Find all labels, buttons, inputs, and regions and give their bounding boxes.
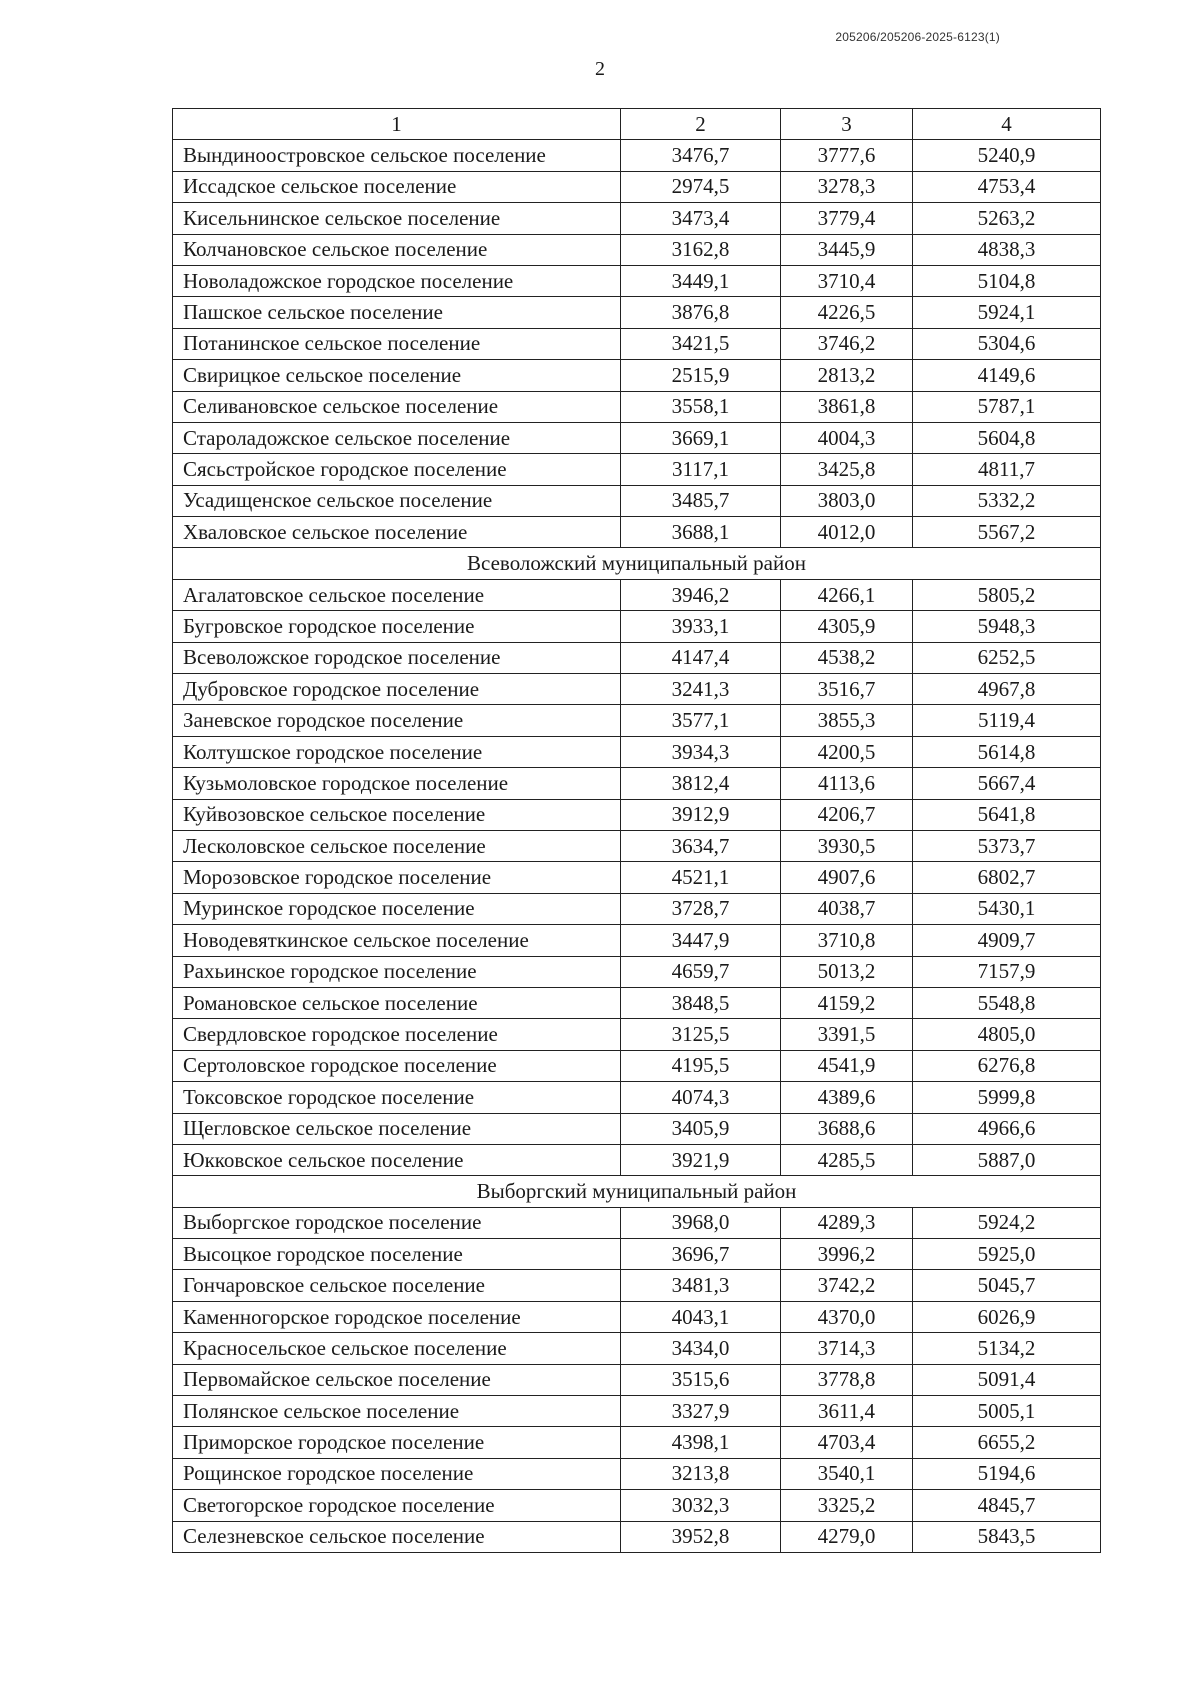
value-cell-col4: 5194,6	[913, 1458, 1101, 1489]
value-cell-col2: 3921,9	[621, 1144, 781, 1175]
value-cell-col2: 3162,8	[621, 234, 781, 265]
table-row	[173, 1050, 1101, 1081]
value-cell-col4: 5119,4	[913, 705, 1101, 736]
value-cell-col2: 3476,7	[621, 140, 781, 171]
value-cell-col2: 4195,5	[621, 1050, 781, 1081]
settlement-name-cell: Вындиноостровское сельское поселение	[173, 140, 621, 171]
value-cell-col2: 3688,1	[621, 517, 781, 548]
value-cell-col2: 3481,3	[621, 1270, 781, 1301]
value-cell-col2: 3405,9	[621, 1113, 781, 1144]
table-row	[173, 1207, 1101, 1238]
value-cell-col3: 4285,5	[781, 1144, 913, 1175]
value-cell-col3: 4538,2	[781, 642, 913, 673]
value-cell-col3: 3710,4	[781, 265, 913, 296]
value-cell-col2: 3421,5	[621, 328, 781, 359]
settlement-name-cell: Светогорское городское поселение	[173, 1490, 621, 1521]
value-cell-col4: 5430,1	[913, 893, 1101, 924]
value-cell-col4: 5787,1	[913, 391, 1101, 422]
settlement-name-cell: Селивановское сельское поселение	[173, 391, 621, 422]
settlement-name-cell: Всеволожское городское поселение	[173, 642, 621, 673]
value-cell-col3: 3855,3	[781, 705, 913, 736]
column-number-row	[173, 109, 1101, 140]
value-cell-col4: 5614,8	[913, 736, 1101, 767]
settlement-name-cell: Селезневское сельское поселение	[173, 1521, 621, 1552]
settlement-name-cell: Морозовское городское поселение	[173, 862, 621, 893]
value-cell-col3: 3540,1	[781, 1458, 913, 1489]
column-header: 2	[621, 109, 781, 140]
value-cell-col4: 6802,7	[913, 862, 1101, 893]
value-cell-col2: 3952,8	[621, 1521, 781, 1552]
table-row	[173, 1427, 1101, 1458]
table-row	[173, 360, 1101, 391]
settlement-name-cell: Щегловское сельское поселение	[173, 1113, 621, 1144]
value-cell-col2: 3032,3	[621, 1490, 781, 1521]
value-cell-col2: 3912,9	[621, 799, 781, 830]
table-row	[173, 1301, 1101, 1332]
value-cell-col2: 3327,9	[621, 1396, 781, 1427]
settlement-name-cell: Усадищенское сельское поселение	[173, 485, 621, 516]
value-cell-col4: 5948,3	[913, 611, 1101, 642]
table-row	[173, 297, 1101, 328]
table-row	[173, 1113, 1101, 1144]
settlement-name-cell: Юкковское сельское поселение	[173, 1144, 621, 1175]
value-cell-col3: 4389,6	[781, 1082, 913, 1113]
value-cell-col3: 3688,6	[781, 1113, 913, 1144]
settlement-name-cell: Новодевяткинское сельское поселение	[173, 925, 621, 956]
settlement-name-cell: Куйвозовское сельское поселение	[173, 799, 621, 830]
table-row	[173, 611, 1101, 642]
value-cell-col3: 4907,6	[781, 862, 913, 893]
value-cell-col2: 3728,7	[621, 893, 781, 924]
value-cell-col3: 3325,2	[781, 1490, 913, 1521]
table-row	[173, 1019, 1101, 1050]
value-cell-col4: 5240,9	[913, 140, 1101, 171]
table-row	[173, 674, 1101, 705]
value-cell-col3: 4159,2	[781, 987, 913, 1018]
settlement-name-cell: Свирицкое сельское поселение	[173, 360, 621, 391]
value-cell-col4: 5304,6	[913, 328, 1101, 359]
table-row	[173, 517, 1101, 548]
table-row	[173, 830, 1101, 861]
column-header: 3	[781, 109, 913, 140]
value-cell-col2: 2515,9	[621, 360, 781, 391]
value-cell-col4: 4966,6	[913, 1113, 1101, 1144]
table-row	[173, 1521, 1101, 1552]
table-row	[173, 328, 1101, 359]
table-row	[173, 1396, 1101, 1427]
value-cell-col2: 3876,8	[621, 297, 781, 328]
settlement-name-cell: Кисельнинское сельское поселение	[173, 203, 621, 234]
value-cell-col2: 3241,3	[621, 674, 781, 705]
value-cell-col4: 5843,5	[913, 1521, 1101, 1552]
value-cell-col3: 4370,0	[781, 1301, 913, 1332]
value-cell-col2: 4398,1	[621, 1427, 781, 1458]
settlement-name-cell: Красносельское сельское поселение	[173, 1333, 621, 1364]
value-cell-col2: 3933,1	[621, 611, 781, 642]
value-cell-col3: 4200,5	[781, 736, 913, 767]
settlement-name-cell: Новоладожское городское поселение	[173, 265, 621, 296]
value-cell-col2: 3577,1	[621, 705, 781, 736]
value-cell-col2: 3696,7	[621, 1239, 781, 1270]
value-cell-col4: 6655,2	[913, 1427, 1101, 1458]
table-row	[173, 1458, 1101, 1489]
settlement-name-cell: Полянское сельское поселение	[173, 1396, 621, 1427]
table-row	[173, 768, 1101, 799]
value-cell-col4: 5548,8	[913, 987, 1101, 1018]
settlement-name-cell: Гончаровское сельское поселение	[173, 1270, 621, 1301]
value-cell-col3: 4703,4	[781, 1427, 913, 1458]
value-cell-col4: 5332,2	[913, 485, 1101, 516]
value-cell-col3: 4541,9	[781, 1050, 913, 1081]
value-cell-col4: 5567,2	[913, 517, 1101, 548]
table-row	[173, 1333, 1101, 1364]
value-cell-col4: 7157,9	[913, 956, 1101, 987]
value-cell-col2: 3968,0	[621, 1207, 781, 1238]
value-cell-col4: 5045,7	[913, 1270, 1101, 1301]
table-row	[173, 140, 1101, 171]
value-cell-col4: 6252,5	[913, 642, 1101, 673]
value-cell-col4: 5999,8	[913, 1082, 1101, 1113]
value-cell-col2: 3934,3	[621, 736, 781, 767]
section-row	[173, 1176, 1101, 1207]
settlement-name-cell: Староладожское сельское поселение	[173, 422, 621, 453]
settlement-name-cell: Рахьинское городское поселение	[173, 956, 621, 987]
value-cell-col2: 3485,7	[621, 485, 781, 516]
value-cell-col3: 3425,8	[781, 454, 913, 485]
table-row	[173, 391, 1101, 422]
table-row	[173, 893, 1101, 924]
value-cell-col4: 4845,7	[913, 1490, 1101, 1521]
settlement-name-cell: Агалатовское сельское поселение	[173, 579, 621, 610]
value-cell-col2: 3669,1	[621, 422, 781, 453]
table-row	[173, 862, 1101, 893]
value-cell-col4: 5005,1	[913, 1396, 1101, 1427]
table-row	[173, 171, 1101, 202]
value-cell-col4: 4967,8	[913, 674, 1101, 705]
settlement-name-cell: Романовское сельское поселение	[173, 987, 621, 1018]
settlement-name-cell: Муринское городское поселение	[173, 893, 621, 924]
value-cell-col2: 4521,1	[621, 862, 781, 893]
section-row	[173, 548, 1101, 579]
value-cell-col4: 5373,7	[913, 830, 1101, 861]
settlement-name-cell: Каменногорское городское поселение	[173, 1301, 621, 1332]
value-cell-col4: 5925,0	[913, 1239, 1101, 1270]
value-cell-col2: 3449,1	[621, 265, 781, 296]
value-cell-col3: 3391,5	[781, 1019, 913, 1050]
table-row	[173, 579, 1101, 610]
value-cell-col3: 3996,2	[781, 1239, 913, 1270]
value-cell-col3: 4012,0	[781, 517, 913, 548]
settlement-name-cell: Рощинское городское поселение	[173, 1458, 621, 1489]
settlement-name-cell: Высоцкое городское поселение	[173, 1239, 621, 1270]
value-cell-col3: 3516,7	[781, 674, 913, 705]
value-cell-col3: 4206,7	[781, 799, 913, 830]
table-row	[173, 736, 1101, 767]
value-cell-col4: 6026,9	[913, 1301, 1101, 1332]
value-cell-col3: 3611,4	[781, 1396, 913, 1427]
table-row	[173, 1270, 1101, 1301]
value-cell-col3: 3777,6	[781, 140, 913, 171]
value-cell-col3: 2813,2	[781, 360, 913, 391]
table-row	[173, 485, 1101, 516]
table-row	[173, 454, 1101, 485]
settlement-name-cell: Заневское городское поселение	[173, 705, 621, 736]
value-cell-col3: 3930,5	[781, 830, 913, 861]
value-cell-col2: 3117,1	[621, 454, 781, 485]
settlement-name-cell: Сясьстройское городское поселение	[173, 454, 621, 485]
table-row	[173, 642, 1101, 673]
table-row	[173, 422, 1101, 453]
value-cell-col4: 4753,4	[913, 171, 1101, 202]
column-header: 1	[173, 109, 621, 140]
value-cell-col4: 5924,1	[913, 297, 1101, 328]
value-cell-col2: 3634,7	[621, 830, 781, 861]
column-header: 4	[913, 109, 1101, 140]
settlement-name-cell: Приморское городское поселение	[173, 1427, 621, 1458]
settlement-name-cell: Лесколовское сельское поселение	[173, 830, 621, 861]
value-cell-col3: 3278,3	[781, 171, 913, 202]
value-cell-col3: 4004,3	[781, 422, 913, 453]
table-row	[173, 799, 1101, 830]
page-number: 2	[595, 58, 605, 80]
table-row	[173, 1490, 1101, 1521]
settlement-name-cell: Кузьмоловское городское поселение	[173, 768, 621, 799]
value-cell-col4: 4909,7	[913, 925, 1101, 956]
value-cell-col4: 4838,3	[913, 234, 1101, 265]
table-row	[173, 1364, 1101, 1395]
value-cell-col3: 4266,1	[781, 579, 913, 610]
value-cell-col3: 4289,3	[781, 1207, 913, 1238]
value-cell-col4: 5805,2	[913, 579, 1101, 610]
table-row	[173, 203, 1101, 234]
value-cell-col3: 3746,2	[781, 328, 913, 359]
table-row	[173, 234, 1101, 265]
value-cell-col3: 4226,5	[781, 297, 913, 328]
settlement-name-cell: Хваловское сельское поселение	[173, 517, 621, 548]
value-cell-col4: 5887,0	[913, 1144, 1101, 1175]
value-cell-col3: 4279,0	[781, 1521, 913, 1552]
value-cell-col2: 3213,8	[621, 1458, 781, 1489]
table-row	[173, 265, 1101, 296]
value-cell-col3: 3742,2	[781, 1270, 913, 1301]
value-cell-col2: 3848,5	[621, 987, 781, 1018]
value-cell-col3: 3714,3	[781, 1333, 913, 1364]
value-cell-col3: 4305,9	[781, 611, 913, 642]
value-cell-col4: 4805,0	[913, 1019, 1101, 1050]
value-cell-col4: 5641,8	[913, 799, 1101, 830]
value-cell-col2: 4043,1	[621, 1301, 781, 1332]
value-cell-col4: 5924,2	[913, 1207, 1101, 1238]
value-cell-col4: 4149,6	[913, 360, 1101, 391]
value-cell-col2: 3473,4	[621, 203, 781, 234]
value-cell-col2: 3946,2	[621, 579, 781, 610]
value-cell-col3: 3779,4	[781, 203, 913, 234]
value-cell-col3: 3803,0	[781, 485, 913, 516]
settlement-name-cell: Бугровское городское поселение	[173, 611, 621, 642]
value-cell-col4: 5667,4	[913, 768, 1101, 799]
section-title: Всеволожский муниципальный район	[173, 548, 1101, 579]
settlement-name-cell: Колчановское сельское поселение	[173, 234, 621, 265]
value-cell-col3: 3445,9	[781, 234, 913, 265]
settlement-name-cell: Токсовское городское поселение	[173, 1082, 621, 1113]
value-cell-col2: 4074,3	[621, 1082, 781, 1113]
table-row	[173, 705, 1101, 736]
settlement-name-cell: Дубровское городское поселение	[173, 674, 621, 705]
settlement-name-cell: Иссадское сельское поселение	[173, 171, 621, 202]
settlement-name-cell: Пашское сельское поселение	[173, 297, 621, 328]
table-row	[173, 1082, 1101, 1113]
value-cell-col3: 3778,8	[781, 1364, 913, 1395]
value-cell-col2: 3434,0	[621, 1333, 781, 1364]
value-cell-col2: 3125,5	[621, 1019, 781, 1050]
table-row	[173, 987, 1101, 1018]
value-cell-col4: 5091,4	[913, 1364, 1101, 1395]
document-id: 205206/205206-2025-6123(1)	[835, 30, 1000, 44]
value-cell-col2: 2974,5	[621, 171, 781, 202]
value-cell-col4: 5104,8	[913, 265, 1101, 296]
value-cell-col2: 3558,1	[621, 391, 781, 422]
value-cell-col4: 5604,8	[913, 422, 1101, 453]
table-row	[173, 925, 1101, 956]
value-cell-col4: 5134,2	[913, 1333, 1101, 1364]
value-cell-col4: 4811,7	[913, 454, 1101, 485]
settlement-name-cell: Колтушское городское поселение	[173, 736, 621, 767]
value-cell-col3: 5013,2	[781, 956, 913, 987]
settlement-name-cell: Первомайское сельское поселение	[173, 1364, 621, 1395]
value-cell-col2: 3812,4	[621, 768, 781, 799]
value-cell-col4: 5263,2	[913, 203, 1101, 234]
value-cell-col4: 6276,8	[913, 1050, 1101, 1081]
data-table	[172, 108, 1101, 1553]
section-title: Выборгский муниципальный район	[173, 1176, 1101, 1207]
settlement-name-cell: Потанинское сельское поселение	[173, 328, 621, 359]
table-row	[173, 1239, 1101, 1270]
value-cell-col3: 4038,7	[781, 893, 913, 924]
value-cell-col2: 4147,4	[621, 642, 781, 673]
value-cell-col3: 3861,8	[781, 391, 913, 422]
settlement-name-cell: Выборгское городское поселение	[173, 1207, 621, 1238]
value-cell-col2: 4659,7	[621, 956, 781, 987]
settlement-name-cell: Свердловское городское поселение	[173, 1019, 621, 1050]
value-cell-col3: 3710,8	[781, 925, 913, 956]
value-cell-col2: 3515,6	[621, 1364, 781, 1395]
table-row	[173, 1144, 1101, 1175]
table-body	[173, 140, 1101, 1553]
table-row	[173, 956, 1101, 987]
settlement-name-cell: Сертоловское городское поселение	[173, 1050, 621, 1081]
value-cell-col2: 3447,9	[621, 925, 781, 956]
value-cell-col3: 4113,6	[781, 768, 913, 799]
